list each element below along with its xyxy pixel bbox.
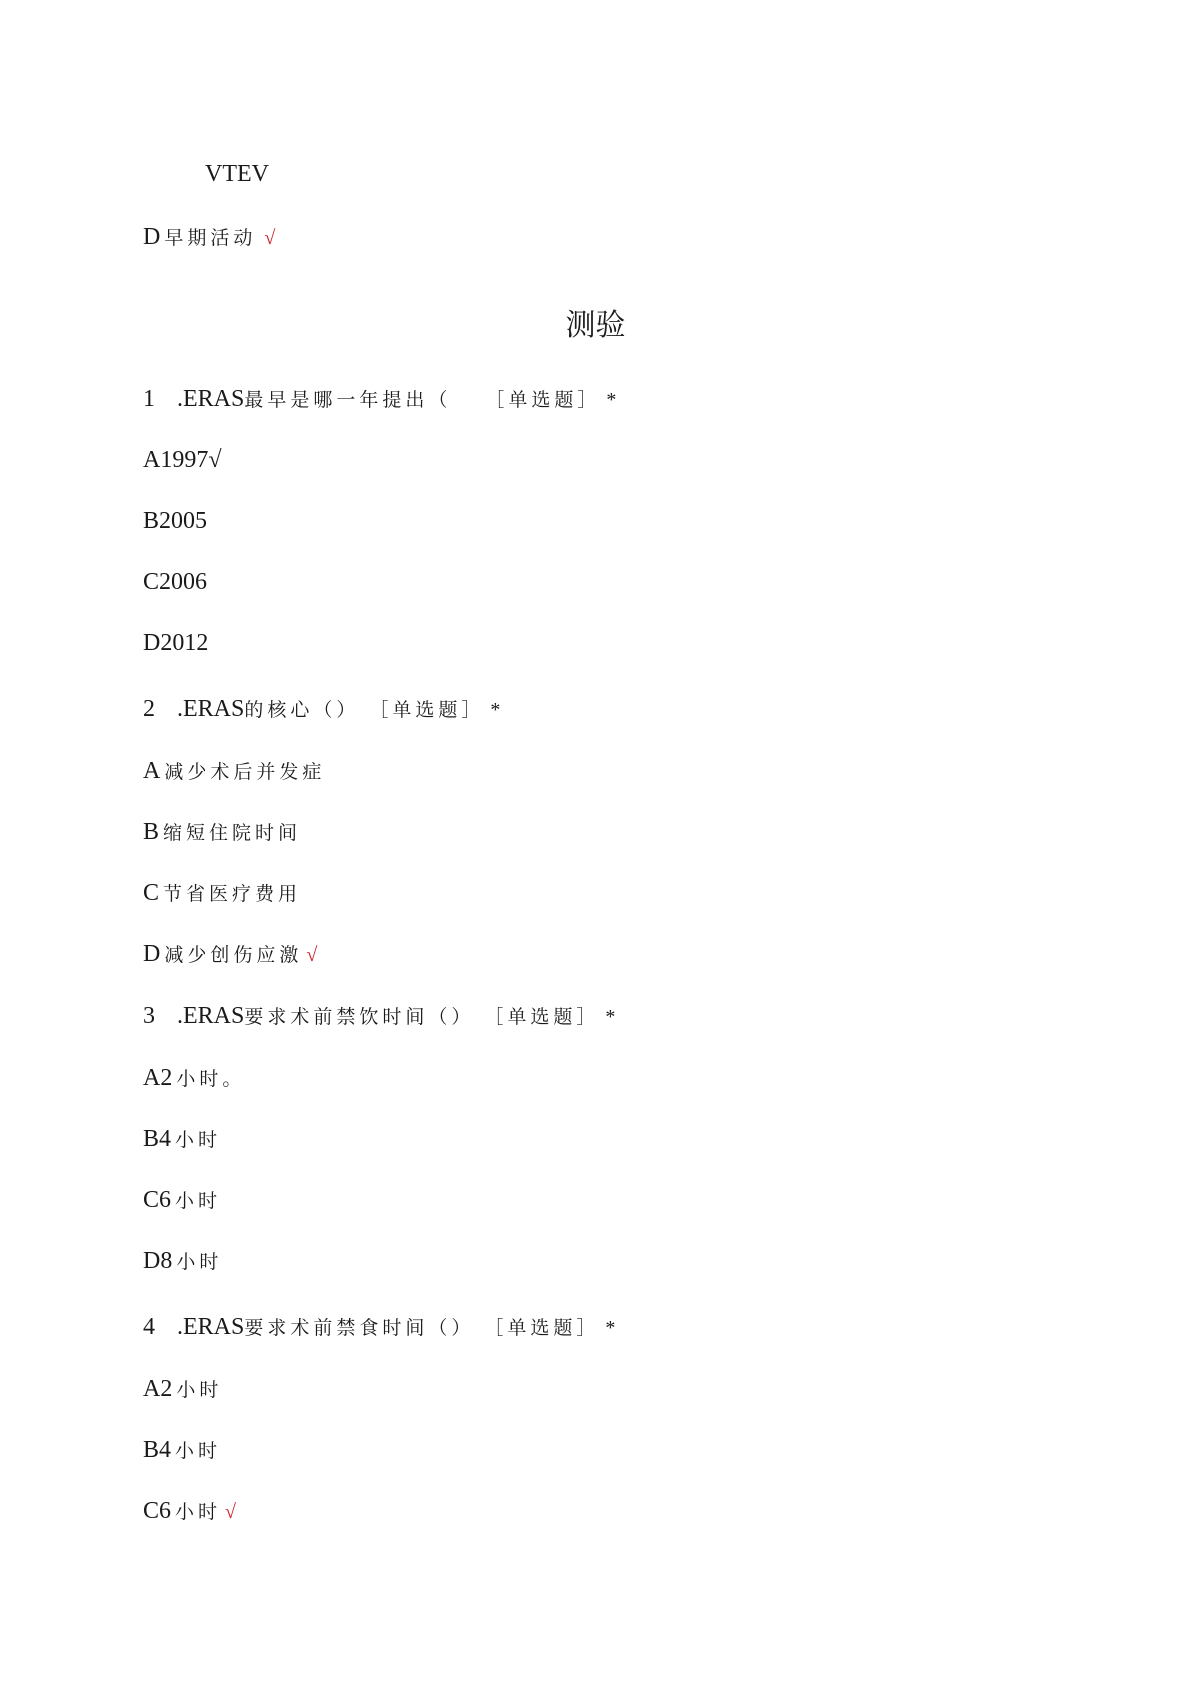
question-text: 要求术前禁食时间（） (244, 1317, 475, 1339)
question-4 (143, 1315, 615, 1339)
option-text: 减少创伤应激 (164, 944, 303, 966)
option-text: 小时 (175, 1129, 222, 1151)
option-letter: B (143, 508, 160, 534)
option-text: 小时 (175, 1501, 222, 1523)
option-letter: D (143, 224, 161, 250)
question-1 (143, 387, 616, 411)
option-text: 2005 (159, 508, 208, 534)
question-number: 4 (143, 1314, 155, 1340)
option-text: 早期活动 (164, 227, 257, 249)
q1-option-a[interactable] (143, 448, 222, 472)
option-letter: D (143, 630, 161, 656)
required-mark: * (490, 699, 501, 721)
required-mark: * (606, 389, 617, 411)
section-title: 测验 (565, 308, 626, 343)
question-type: ［单选题］ (484, 1006, 600, 1028)
question-number: 3 (143, 1003, 155, 1029)
option-letter: C (143, 1498, 160, 1524)
prev-fragment-text: VTEV (205, 161, 269, 187)
question-3 (143, 1004, 615, 1028)
option-letter: C (143, 880, 160, 906)
question-text: 要求术前禁饮时间（） (244, 1006, 475, 1028)
option-letter: C (143, 1187, 160, 1213)
option-letter: A (143, 1065, 161, 1091)
option-letter: A (143, 758, 161, 784)
q2-option-c[interactable] (143, 881, 301, 905)
q4-option-b[interactable] (143, 1438, 221, 1462)
option-number: 6 (159, 1498, 172, 1524)
option-text: 缩短住院时间 (163, 822, 302, 844)
option-text: 1997 (160, 447, 209, 473)
option-letter: D (143, 941, 161, 967)
option-number: 2 (160, 1376, 173, 1402)
q1-option-b[interactable] (143, 509, 207, 533)
option-text: 小时 (176, 1251, 223, 1273)
q2-option-a[interactable] (143, 759, 325, 783)
option-number: 8 (160, 1248, 173, 1274)
option-text: 小时 (176, 1379, 223, 1401)
q4-option-a[interactable] (143, 1377, 222, 1401)
correct-mark: √ (225, 1501, 237, 1523)
option-letter: D (143, 1248, 161, 1274)
option-letter: A (143, 447, 161, 473)
correct-mark: √ (306, 944, 318, 966)
required-mark: * (605, 1317, 616, 1339)
question-lead: .ERAS (177, 386, 245, 412)
q1-option-c[interactable] (143, 570, 207, 594)
question-lead: .ERAS (177, 696, 245, 722)
question-2 (143, 697, 500, 721)
q4-option-c[interactable] (143, 1499, 236, 1523)
option-letter: B (143, 819, 160, 845)
option-number: 2 (160, 1065, 173, 1091)
question-number: 1 (143, 386, 155, 412)
option-text: 节省医疗费用 (163, 883, 302, 905)
q3-option-c[interactable] (143, 1188, 221, 1212)
q2-option-b[interactable] (143, 820, 301, 844)
q3-option-b[interactable] (143, 1127, 221, 1151)
prev-option-d (143, 225, 275, 249)
q1-option-d[interactable] (143, 631, 208, 655)
option-letter: B (143, 1126, 160, 1152)
correct-mark: √ (264, 227, 276, 249)
question-text: 的核心（） (244, 699, 360, 721)
option-text: 小时 (175, 1440, 222, 1462)
option-text: 小时 (175, 1190, 222, 1212)
option-number: 4 (159, 1437, 172, 1463)
question-type: ［单选题］ (484, 1317, 600, 1339)
option-number: 6 (159, 1187, 172, 1213)
option-text: 2006 (159, 569, 208, 595)
required-mark: * (605, 1006, 616, 1028)
option-text: 2012 (160, 630, 209, 656)
question-lead: .ERAS (177, 1003, 245, 1029)
option-letter: C (143, 569, 160, 595)
option-text: 减少术后并发症 (164, 761, 326, 783)
q3-option-a[interactable] (143, 1066, 245, 1090)
question-number: 2 (143, 696, 155, 722)
prev-fragment (205, 162, 269, 186)
option-number: 4 (159, 1126, 172, 1152)
question-lead: .ERAS (177, 1314, 245, 1340)
option-letter: A (143, 1376, 161, 1402)
correct-mark: √ (208, 447, 222, 473)
option-letter: B (143, 1437, 160, 1463)
question-type: ［单选题］ (369, 699, 485, 721)
option-text: 小时。 (176, 1068, 246, 1090)
question-type: ［单选题］ (485, 389, 601, 411)
q3-option-d[interactable] (143, 1249, 222, 1273)
q2-option-d[interactable] (143, 942, 317, 966)
question-text: 最早是哪一年提出（ (244, 389, 452, 411)
